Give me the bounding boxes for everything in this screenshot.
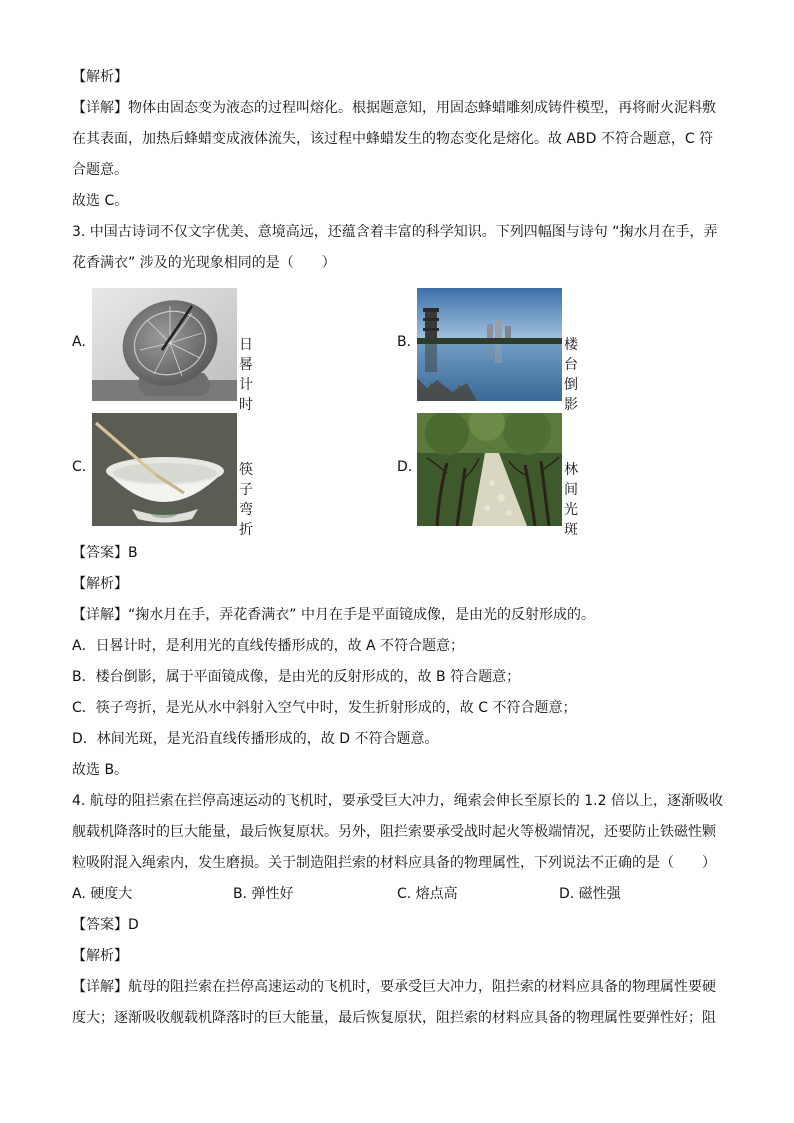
choice-a: A. 硬度大 [72, 886, 133, 902]
option-caption: 楼台倒影 [564, 337, 578, 413]
choose-line: 故选 C。 [72, 193, 129, 209]
question-4-choices [72, 879, 722, 910]
option-row-ab [72, 288, 722, 413]
analysis-tag: 【解析】 [72, 69, 128, 85]
option-caption: 林间光斑 [564, 462, 578, 538]
detail-line: C．筷子弯折，是光从水中斜射入空气中时，发生折射形成的，故 C 不符合题意； [72, 700, 577, 716]
choice-d: D. 磁性强 [559, 886, 621, 902]
sundial-photo-icon [92, 288, 237, 401]
question-4-stem: 4. 航母的阻拦索在拦停高速运动的飞机时，要承受巨大冲力，绳索会伸长至原长的 1.2 倍以上，逐渐吸收 [72, 793, 723, 809]
option-letter: B. [397, 334, 412, 350]
option-row-cd [72, 413, 722, 538]
option-caption: 日晷计时 [239, 337, 253, 413]
answer-line: 【答案】D [72, 917, 139, 933]
detail-line: B．楼台倒影，属于平面镜成像，是由光的反射形成的，故 B 符合题意； [72, 669, 521, 685]
detail-line: 在其表面，加热后蜂蜡变成液体流失，该过程中蜂蜡发生的物态变化是熔化。故 ABD 不符合题意，C 符 [72, 131, 714, 147]
document-page [72, 62, 722, 1034]
question-3-stem: 3. 中国古诗词不仅文字优美、意境高远，还蕴含着丰富的科学知识。下列四幅图与诗句 “掬水月在手，弄 [72, 224, 718, 240]
analysis-tag: 【解析】 [72, 948, 128, 964]
option-letter: A. [72, 334, 86, 350]
detail-line: D．林间光斑，是光沿直线传播形成的，故 D 不符合题意。 [72, 731, 439, 747]
analysis-tag: 【解析】 [72, 576, 128, 592]
question-4-stem: 粒吸附混入绳索内，发生磨损。关于制造阻拦索的材料应具备的物理属性，下列说法不正确的是（ ） [72, 855, 716, 871]
question-4-stem: 舰载机降落时的巨大能量，最后恢复原状。另外，阻拦索要承受战时起火等极端情况，还要防止铁磁性颗 [72, 824, 716, 840]
chopstick-bowl-photo-icon [92, 413, 237, 526]
detail-line: 度大；逐渐吸收舰载机降落时的巨大能量，最后恢复原状，阻拦索的材料应具备的物理属性要弹性好；阻 [72, 1010, 716, 1026]
question-3-stem: 花香满衣” 涉及的光现象相同的是（ ） [72, 255, 336, 271]
detail-line: 【详解】“掬水月在手，弄花香满衣” 中月在手是平面镜成像，是由光的反射形成的。 [72, 607, 595, 623]
detail-line: 【详解】航母的阻拦索在拦停高速运动的飞机时，要承受巨大冲力，阻拦索的材料应具备的物理属性要硬 [72, 979, 716, 995]
detail-line: 合题意。 [72, 162, 128, 178]
option-letter: D. [397, 459, 413, 475]
answer-line: 【答案】B [72, 545, 138, 561]
choice-c: C. 熔点高 [397, 886, 458, 902]
forest-path-photo-icon [417, 413, 562, 526]
detail-line: 【详解】物体由固态变为液态的过程叫熔化。根据题意知，用固态蜂蜡雕刻成铸件模型，再将耐火泥料敷 [72, 100, 716, 116]
option-caption: 筷子弯折 [239, 462, 253, 538]
option-letter: C. [72, 459, 87, 475]
choice-b: B. 弹性好 [233, 886, 294, 902]
tower-reflection-photo-icon [417, 288, 562, 401]
choose-line: 故选 B。 [72, 762, 129, 778]
detail-line: A．日晷计时，是利用光的直线传播形成的，故 A 不符合题意； [72, 638, 465, 654]
